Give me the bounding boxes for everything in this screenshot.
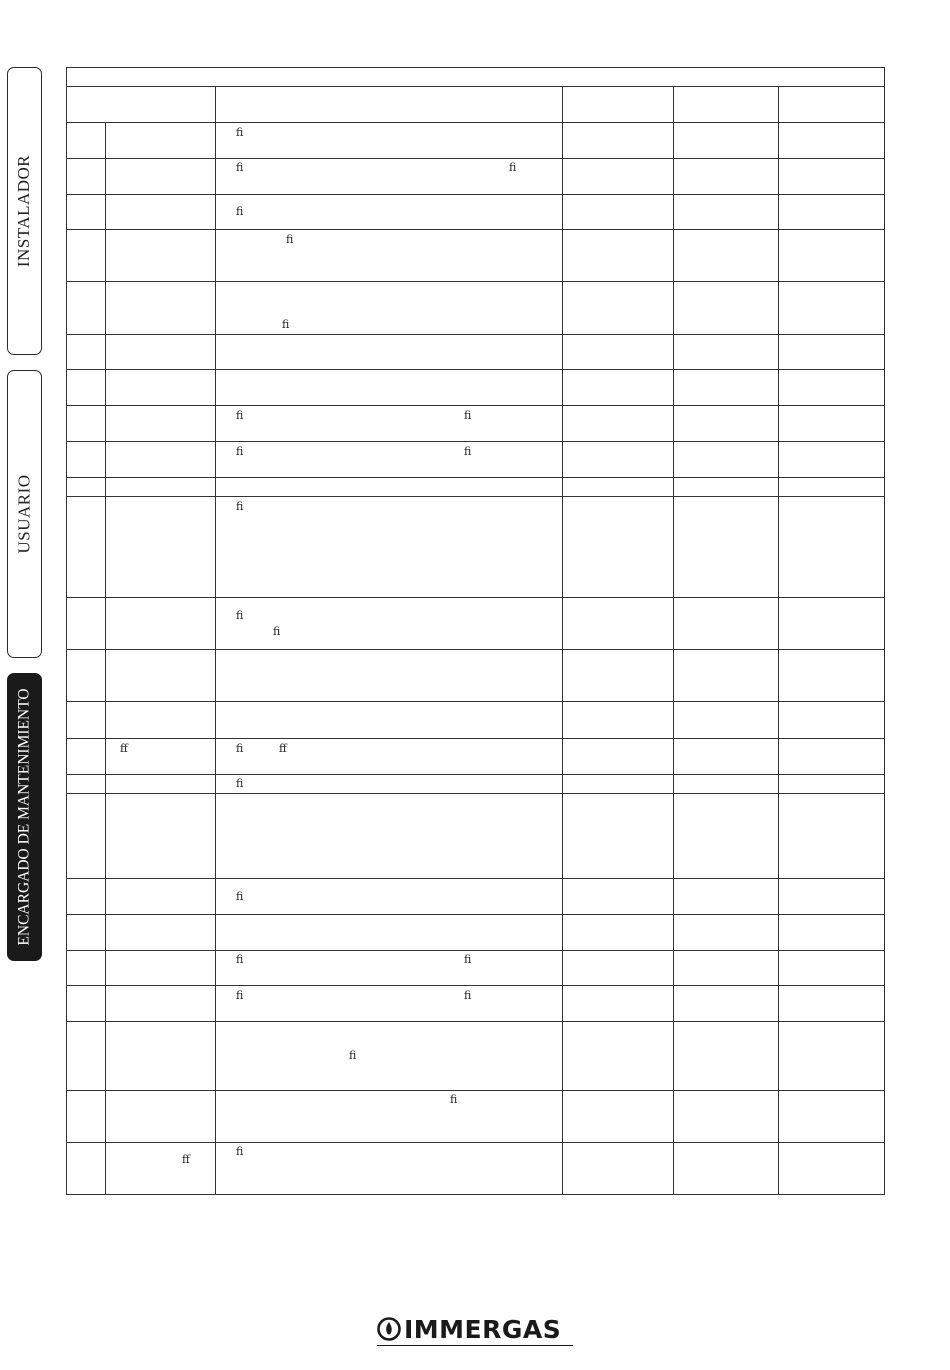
table-cell-text: fi	[286, 233, 294, 246]
table-row-divider	[67, 334, 884, 335]
table-cell-text: fi	[464, 953, 472, 966]
table-row-divider	[67, 738, 884, 739]
table-cell-text: ff	[120, 742, 128, 755]
table-cell-text: fi	[236, 126, 244, 139]
table-row-divider	[67, 597, 884, 598]
table-column-divider	[562, 86, 563, 1195]
table-row-divider	[67, 1142, 884, 1143]
table-cell-text: fi	[236, 953, 244, 966]
brand-logo-text: IMMERGAS	[404, 1315, 562, 1344]
table-column-divider	[105, 122, 106, 1195]
tab-installer-label: INSTALADOR	[14, 154, 34, 268]
table-cell-text: fi	[450, 1093, 458, 1106]
table-cell-text: fi	[236, 609, 244, 622]
table-column-divider	[778, 86, 779, 1195]
table-row-divider	[67, 496, 884, 497]
table-cell-text: fi	[236, 777, 244, 790]
table-cell-text: fi	[464, 445, 472, 458]
table-row-divider	[67, 1021, 884, 1022]
table-row-divider	[67, 950, 884, 951]
tab-maintenance[interactable]	[7, 673, 42, 961]
table-row-divider	[67, 158, 884, 159]
table-cell-text: ff	[182, 1153, 190, 1166]
table-row-divider	[67, 649, 884, 650]
table-cell-text: fi	[236, 205, 244, 218]
brand-logo	[377, 1315, 573, 1347]
tab-user[interactable]	[7, 370, 42, 658]
table-row-divider	[67, 441, 884, 442]
table-cell-text: fi	[349, 1049, 357, 1062]
table-cell-text: fi	[236, 409, 244, 422]
parameter-table	[66, 67, 885, 1195]
table-cell-text: fi	[236, 445, 244, 458]
table-row-divider	[67, 122, 884, 123]
table-row-divider	[67, 701, 884, 702]
table-row-divider	[67, 914, 884, 915]
table-row-divider	[67, 194, 884, 195]
table-row-divider	[67, 86, 884, 87]
table-row-divider	[67, 774, 884, 775]
table-cell-text: fi	[236, 1145, 244, 1158]
tab-maintenance-label: ENCARGADO DE MANTENIMIENTO	[15, 688, 33, 946]
brand-logo-underline	[377, 1345, 573, 1346]
table-row-divider	[67, 1090, 884, 1091]
table-row-divider	[67, 878, 884, 879]
tab-installer[interactable]	[7, 67, 42, 355]
table-cell-text: fi	[236, 989, 244, 1002]
table-row-divider	[67, 281, 884, 282]
table-cell-text: fi	[282, 318, 290, 331]
table-row-divider	[67, 405, 884, 406]
table-row-divider	[67, 369, 884, 370]
table-cell-text: fi	[236, 500, 244, 513]
table-cell-text: fi	[464, 989, 472, 1002]
table-cell-text: fi	[236, 161, 244, 174]
flame-logo-icon	[377, 1317, 401, 1341]
table-row-divider	[67, 793, 884, 794]
table-column-divider	[673, 86, 674, 1195]
table-row-divider	[67, 229, 884, 230]
tab-user-label: USUARIO	[14, 474, 34, 554]
table-cell-text: ff	[279, 742, 287, 755]
table-cell-text: fi	[509, 161, 517, 174]
table-row-divider	[67, 985, 884, 986]
table-cell-text: fi	[273, 625, 281, 638]
table-cell-text: fi	[464, 409, 472, 422]
table-cell-text: fi	[236, 890, 244, 903]
table-column-divider	[215, 86, 216, 1195]
table-cell-text: fi	[236, 742, 244, 755]
table-row-divider	[67, 477, 884, 478]
